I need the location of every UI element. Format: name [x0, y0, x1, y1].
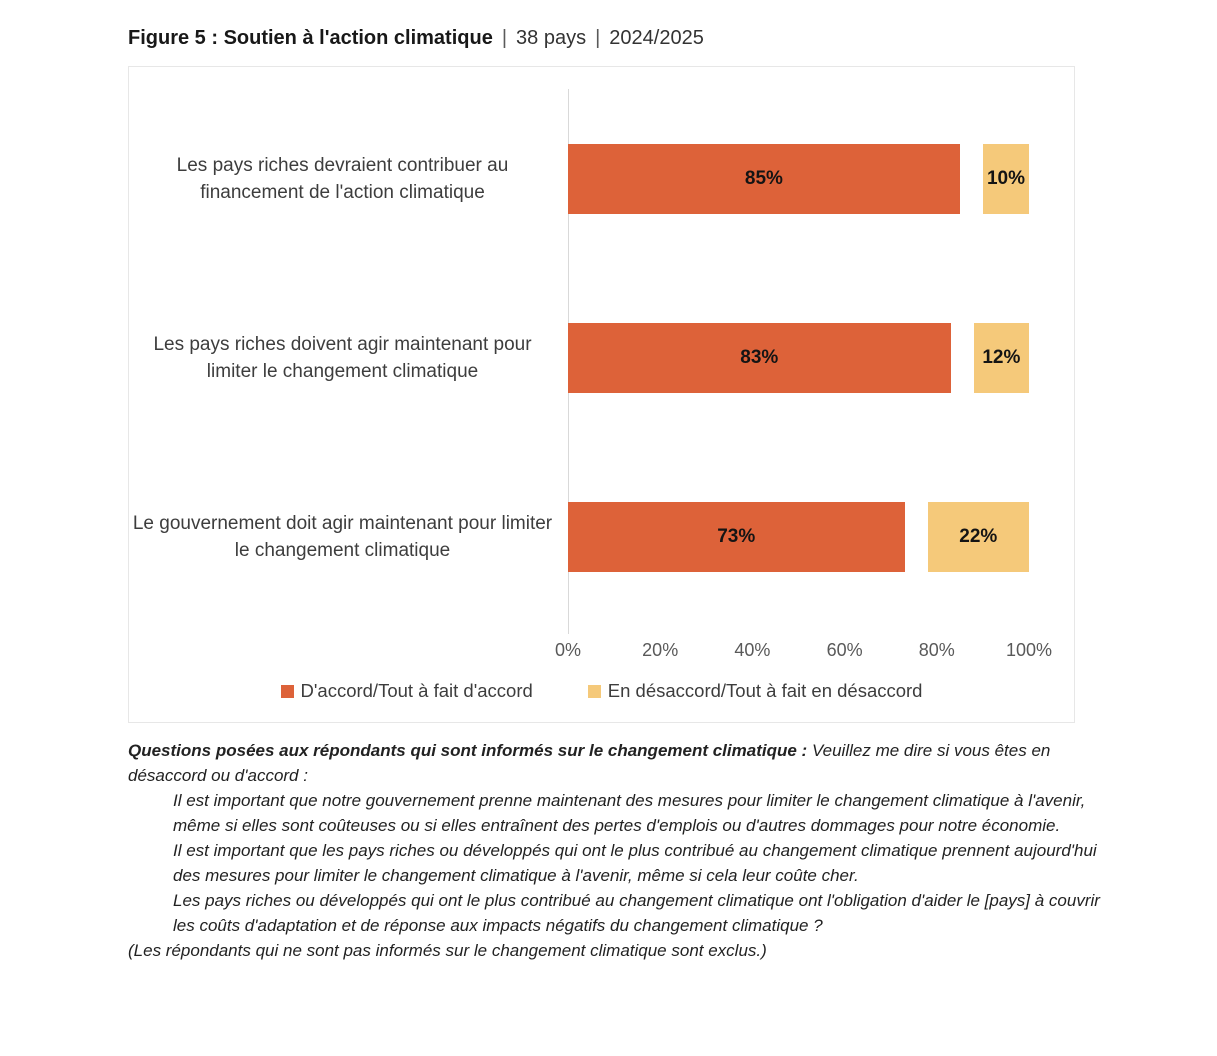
chart-row [129, 447, 1074, 626]
disagree-bar [983, 144, 1029, 214]
chart-row [129, 268, 1074, 447]
agree-value-label: 73% [717, 525, 756, 547]
x-axis-tick: 60% [826, 640, 863, 660]
disagree-legend-label: En désaccord/Tout à fait en désaccord [607, 680, 923, 701]
footnote-exclusion-note: (Les répondants qui ne sont pas informés sur le changement climatique sont exclus.) [128, 941, 767, 960]
footnote-lead-rest: Veuillez me dire si vous êtes en désaccord ou d'accord : [128, 741, 1051, 785]
x-axis-tick: 0% [554, 640, 582, 660]
bar-area [568, 144, 1029, 214]
footnote-question-2: Il est important que les pays riches ou développés qui ont le plus contribué au changement climatique prennent aujourd'hui des mesures pour limiter le changement climatique à l'avenir, même si cela leur coûte cher. [173, 841, 1097, 885]
agree-bar [568, 323, 951, 393]
legend-item-agree [281, 680, 533, 702]
category-label: Les pays riches devraient contribuer au financement de l'action climatique [176, 154, 509, 203]
agree-value-label: 83% [740, 346, 779, 368]
disagree-value-label: 12% [982, 346, 1021, 368]
figure-period: 2024/2025 [609, 27, 704, 49]
footnote [128, 738, 1108, 963]
title-separator: | [501, 27, 508, 49]
agree-legend-label: D'accord/Tout à fait d'accord [300, 680, 533, 701]
x-axis-tick: 40% [734, 640, 771, 660]
figure-sample-size: 38 pays [516, 27, 587, 49]
footnote-lead [128, 738, 1108, 788]
chart-row [129, 89, 1074, 268]
chart-legend [129, 680, 1074, 702]
disagree-legend-swatch [588, 685, 601, 698]
x-axis-tick: 20% [642, 640, 679, 660]
disagree-bar [928, 502, 1029, 572]
agree-bar [568, 502, 905, 572]
footnote-question-1: Il est important que notre gouvernement prenne maintenant des mesures pour limiter le changement climatique à l'avenir, même si elles sont coûteuses ou si elles entraînent des pertes d'emplois ou d'autres dommages pour notre économie. [173, 791, 1086, 835]
chart-container [128, 66, 1075, 723]
footnote-lead-bold: Questions posées aux répondants qui sont informés sur le changement climatique : [128, 741, 808, 760]
x-axis [554, 640, 1053, 666]
x-axis-tick: 80% [918, 640, 955, 660]
category-label: Le gouvernement doit agir maintenant pour limiter le changement climatique [132, 512, 553, 561]
footnote-question-3: Les pays riches ou développés qui ont le plus contribué au changement climatique ont l'obligation d'aider le [pays] à couvrir les coûts d'adaptation et de réponse aux impacts négatifs du changement climatique ? [173, 891, 1100, 935]
agree-value-label: 85% [744, 167, 783, 189]
bar-area [568, 323, 1029, 393]
category-label: Les pays riches doivent agir maintenant pour limiter le changement climatique [153, 333, 532, 382]
agree-bar [568, 144, 960, 214]
agree-legend-swatch [281, 685, 294, 698]
x-axis-tick: 100% [1005, 640, 1053, 660]
figure-title-label: Figure 5 : Soutien à l'action climatique [128, 27, 493, 49]
figure-title [128, 27, 704, 50]
title-separator: | [595, 27, 601, 49]
disagree-value-label: 10% [986, 167, 1025, 189]
chart-rows [129, 89, 1074, 626]
legend-item-disagree [588, 680, 923, 702]
disagree-value-label: 22% [959, 525, 998, 547]
bar-area [568, 502, 1029, 572]
disagree-bar [974, 323, 1029, 393]
